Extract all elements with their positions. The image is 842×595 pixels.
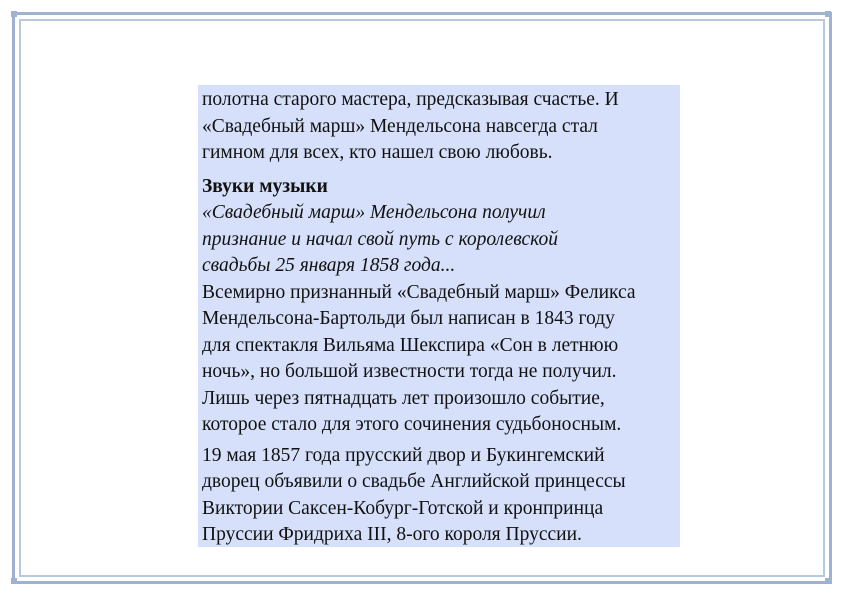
body-paragraph bbox=[202, 280, 676, 439]
final-paragraph bbox=[202, 443, 676, 549]
body-line: Мендельсона-Бартольди был написан в 1843 году bbox=[202, 308, 615, 329]
italic-line: свадьбы 25 января 1858 года... bbox=[202, 255, 456, 276]
italic-line: «Свадебный марш» Мендельсона получил bbox=[202, 202, 546, 223]
intro-line: полотна старого мастера, предсказывая счастье. И bbox=[202, 89, 619, 110]
frame-corner-bottom-left bbox=[11, 578, 17, 584]
italic-line: признание и начал свой путь с королевской bbox=[202, 228, 558, 250]
final-line: дворец объявили о свадьбе Английской принцессы bbox=[202, 471, 626, 492]
text-block bbox=[198, 85, 680, 547]
frame-corner-top-right bbox=[825, 11, 831, 17]
final-line: 19 мая 1857 года прусский двор и Букингемский bbox=[202, 444, 605, 466]
body-line: для спектакля Вильяма Шекспира «Сон в летнюю bbox=[202, 334, 619, 356]
section-heading: Звуки музыки bbox=[202, 175, 328, 197]
intro-paragraph bbox=[202, 87, 676, 167]
final-line: Пруссии Фридриха III, 8-ого короля Пруссии. bbox=[202, 524, 582, 545]
body-line: Всемирно признанный «Свадебный марш» Феликса bbox=[202, 281, 636, 303]
frame-corner-bottom-right bbox=[825, 578, 831, 584]
intro-line: «Свадебный марш» Мендельсона навсегда стал bbox=[202, 115, 598, 137]
italic-paragraph bbox=[202, 200, 676, 280]
body-line: Лишь через пятнадцать лет произошло событие, bbox=[202, 387, 605, 409]
body-line: ночь», но большой известности тогда не получил. bbox=[202, 361, 617, 382]
body-line: которое стало для этого сочинения судьбоносным. bbox=[202, 414, 622, 435]
final-line: Виктории Саксен-Кобург-Готской и кронпринца bbox=[202, 497, 604, 519]
intro-line: гимном для всех, кто нашел свою любовь. bbox=[202, 142, 553, 163]
frame-corner-top-left bbox=[11, 11, 17, 17]
